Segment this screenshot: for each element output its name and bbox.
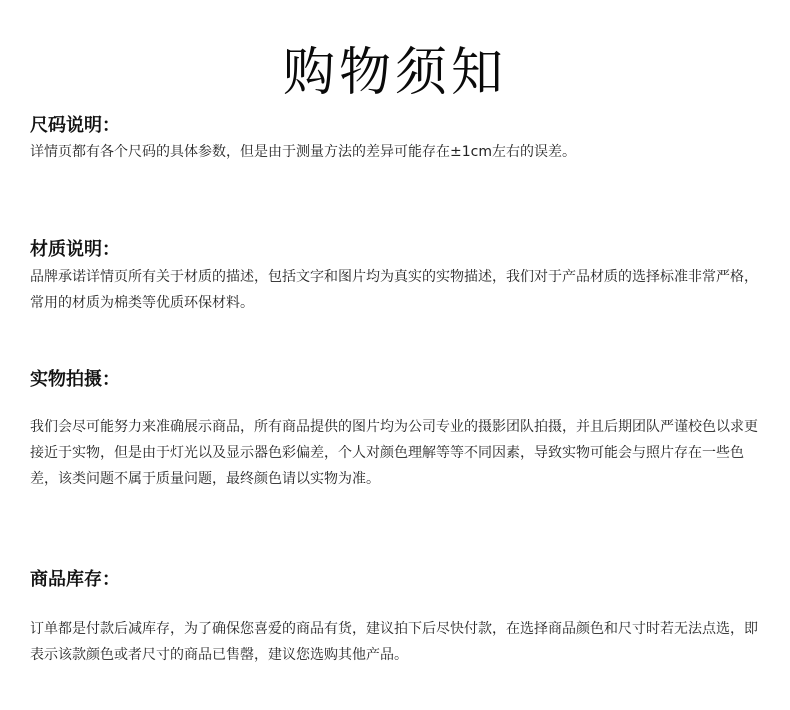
section-stock-info xyxy=(30,568,760,668)
section-text: 我们会尽可能努力来准确展示商品，所有商品提供的图片均为公司专业的摄影团队拍摄，并且后期团队严谨校色以求更接近于实物，但是由于灯光以及显示器色彩偏差，个人对颜色理解等等不同因素，导致实物可能会与照片存在一些色差，该类问题不属于质量问题，最终颜色请以实物为准。 xyxy=(30,419,758,487)
section-heading: 尺码说明： xyxy=(30,115,120,136)
section-heading: 材质说明： xyxy=(30,239,120,260)
page-title: 购物须知 xyxy=(282,42,507,103)
section-material-info xyxy=(30,238,760,316)
section-text: 品牌承诺详情页所有关于材质的描述，包括文字和图片均为真实的实物描述，我们对于产品材质的选择标准非常严格，常用的材质为棉类等优质环保材料。 xyxy=(30,269,758,311)
section-size-info xyxy=(30,114,760,165)
section-text: 订单都是付款后减库存，为了确保您喜爱的商品有货，建议拍下后尽快付款，在选择商品颜色和尺寸时若无法点选，即表示该款颜色或者尺寸的商品已售罄，建议您选购其他产品。 xyxy=(30,621,758,663)
section-heading: 实物拍摄： xyxy=(30,369,120,390)
section-text: 详情页都有各个尺码的具体参数，但是由于测量方法的差异可能存在±1cm左右的误差。 xyxy=(30,144,576,160)
section-heading: 商品库存： xyxy=(30,569,120,590)
section-photo-info xyxy=(30,368,760,492)
